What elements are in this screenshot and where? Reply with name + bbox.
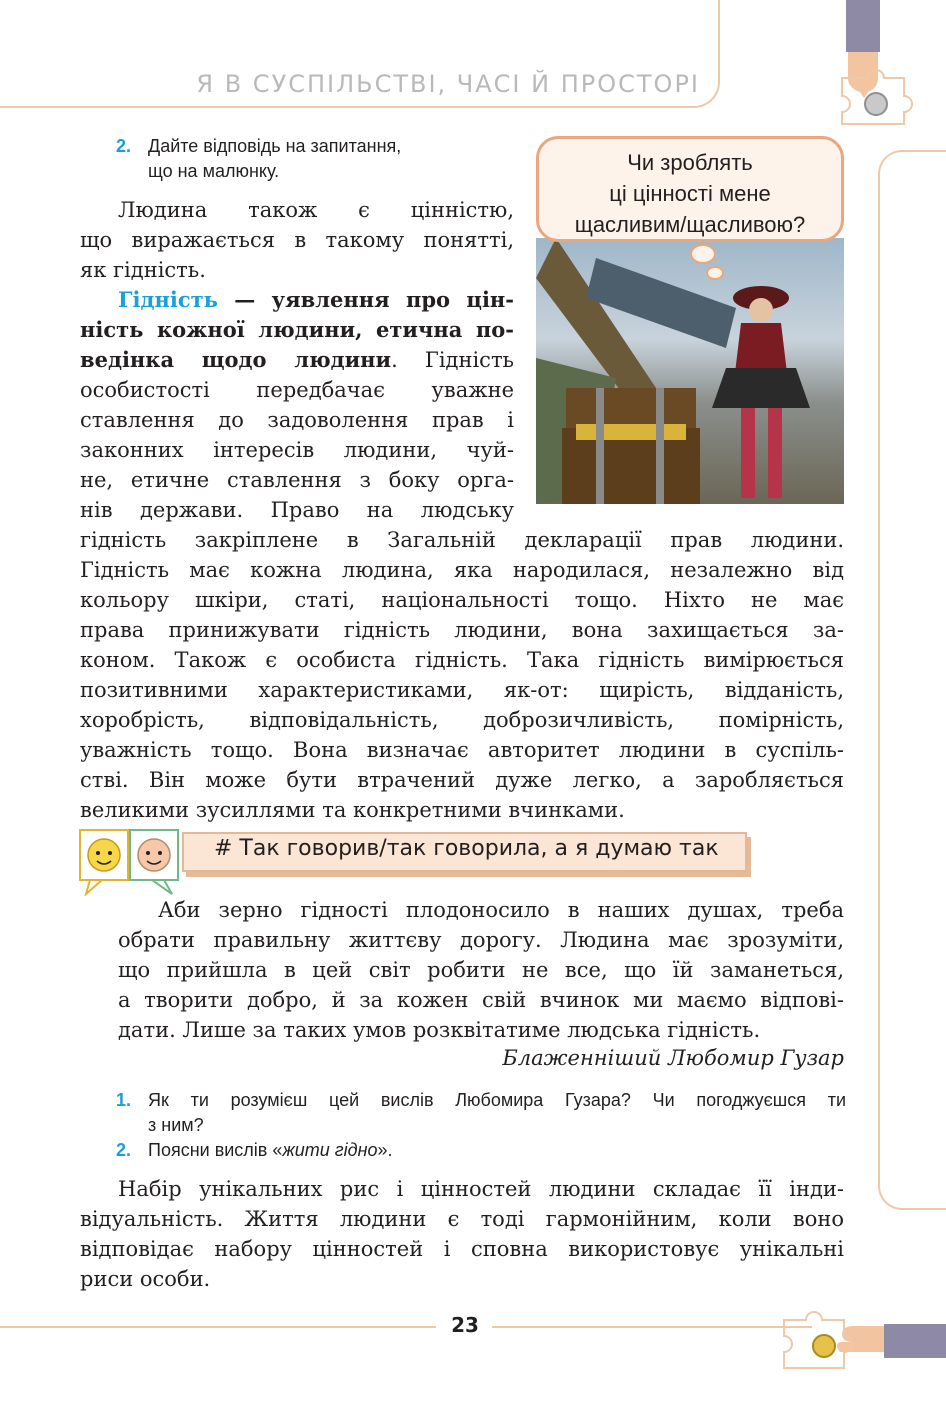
text-line: риси особи.	[80, 1267, 211, 1291]
task-question	[116, 134, 516, 186]
paragraph-final	[80, 1174, 844, 1294]
bubble-line: щасливим/щасливою?	[574, 212, 806, 237]
quote-line: Аби зерно гідності плодоносило в наших душах, треба	[158, 898, 844, 922]
speech-bubble	[536, 136, 844, 242]
task-number: 2.	[116, 136, 132, 156]
question-text: з ним?	[148, 1115, 204, 1135]
definition-text: ність кожної людини, етична по-	[80, 317, 514, 342]
hand-puzzle-icon	[834, 0, 946, 130]
question-text	[148, 1138, 393, 1163]
bubble-line: Чи зроблять	[627, 150, 753, 175]
text-fragment: . Гідність	[391, 348, 514, 372]
text-line: не, етичне ставлення з боку орга-	[80, 468, 514, 492]
quote-block	[118, 895, 844, 1045]
definition-text: уявлення про цін-	[271, 287, 515, 312]
treasure-scene-image	[536, 238, 844, 504]
pirate-treasure-illustration	[536, 238, 844, 504]
running-header: Я В СУСПІЛЬСТВІ, ЧАСІ Й ПРОСТОРІ	[196, 70, 700, 98]
definition-line	[80, 285, 514, 315]
footer-rule-right	[492, 1326, 812, 1328]
text-line: позитивними характеристиками, як-от: щирість, відданість,	[80, 678, 844, 702]
thought-dot	[690, 244, 716, 264]
question-text: Як ти розумієш цей вислів Любомира Гузара? Чи погоджуєшся ти	[148, 1090, 846, 1110]
text-line: відуальність. Життя людини є тоді гармонійним, коли воно	[80, 1207, 844, 1231]
text-line: що виражається в такому понятті,	[80, 228, 514, 252]
text-line: права принижувати гідність людини, вона захищається за-	[80, 618, 844, 642]
text-line: Людина також є цінністю,	[118, 198, 514, 222]
question-text-part: Поясни вислів «	[148, 1140, 283, 1160]
quote-author: Блаженніший Любомир Гузар	[502, 1046, 844, 1070]
text-line: уважність тощо. Вона визначає авторитет людини в суспіль-	[80, 738, 844, 762]
hand-puzzle-bottom-icon	[780, 1300, 946, 1372]
page-number: 23	[451, 1313, 479, 1337]
text-line: ставлення до задоволення прав і	[80, 408, 514, 432]
text-line: стві. Він може бути втрачений дуже легко, а заробляється	[80, 768, 844, 792]
term-dignity: Гідність	[118, 287, 218, 312]
bubble-line: ці цінності мене	[609, 181, 771, 206]
banner-title: # Так говорив/так говорила, а я думаю так	[214, 836, 719, 861]
question-item	[116, 1138, 846, 1163]
task-text-line: що на малюнку.	[148, 161, 280, 181]
text-line: великими зусиллями та конкретними вчинками.	[80, 798, 625, 822]
paragraph-intro	[80, 195, 514, 285]
text-line: відповідає набору цінностей і сповна використовує унікальні	[80, 1237, 844, 1261]
text-line: хоробрість, відповідальність, доброзичливість, помірність,	[80, 708, 844, 732]
side-frame	[878, 150, 946, 1210]
definition-text: ведінка щодо людини	[80, 347, 392, 372]
quote-line: дати. Лише за таких умов розквітатиме людська гідність.	[118, 1018, 761, 1042]
task-text-line: Дайте відповідь на запитання,	[148, 136, 402, 156]
text-line: Гідність має кожна людина, яка народилася, незалежно від	[80, 558, 844, 582]
kids-faces-icon	[78, 828, 182, 896]
paragraph-dignity-definition	[80, 285, 514, 525]
text-line: законних інтересів людини, чуй-	[80, 438, 514, 462]
definition-line	[80, 345, 514, 375]
question-item	[116, 1088, 846, 1138]
question-number: 2.	[116, 1140, 132, 1160]
question-emphasis: жити гідно	[282, 1140, 378, 1160]
text-line: гідність закріплене в Загальній декларації прав людини.	[80, 528, 844, 552]
text-line: особистості передбачає уважне	[80, 378, 514, 402]
quote-line: що прийшла в цей світ робити не все, що їй заманеться,	[118, 958, 844, 982]
definition-dash: —	[217, 287, 272, 312]
text-line: нів держави. Право на людську	[80, 498, 514, 522]
footer-rule-left	[0, 1326, 436, 1328]
text-line: кольору шкіри, статі, національності тощо. Ніхто не має	[80, 588, 844, 612]
quote-line: обрати правильну життєву дорогу. Людина має зрозуміти,	[118, 928, 844, 952]
thought-dot	[706, 266, 724, 280]
paragraph-dignity-continued	[80, 525, 844, 825]
quote-line: а творити добро, й за кожен свій вчинок ми маємо відпові-	[118, 988, 844, 1012]
text-line: Набір унікальних рис і цінностей людини складає її інди-	[118, 1177, 844, 1201]
question-text-part: ».	[377, 1140, 393, 1160]
question-number: 1.	[116, 1090, 132, 1110]
text-line: як гідність.	[80, 258, 206, 282]
text-line: коном. Також є особиста гідність. Така гідність вимірюється	[80, 648, 844, 672]
